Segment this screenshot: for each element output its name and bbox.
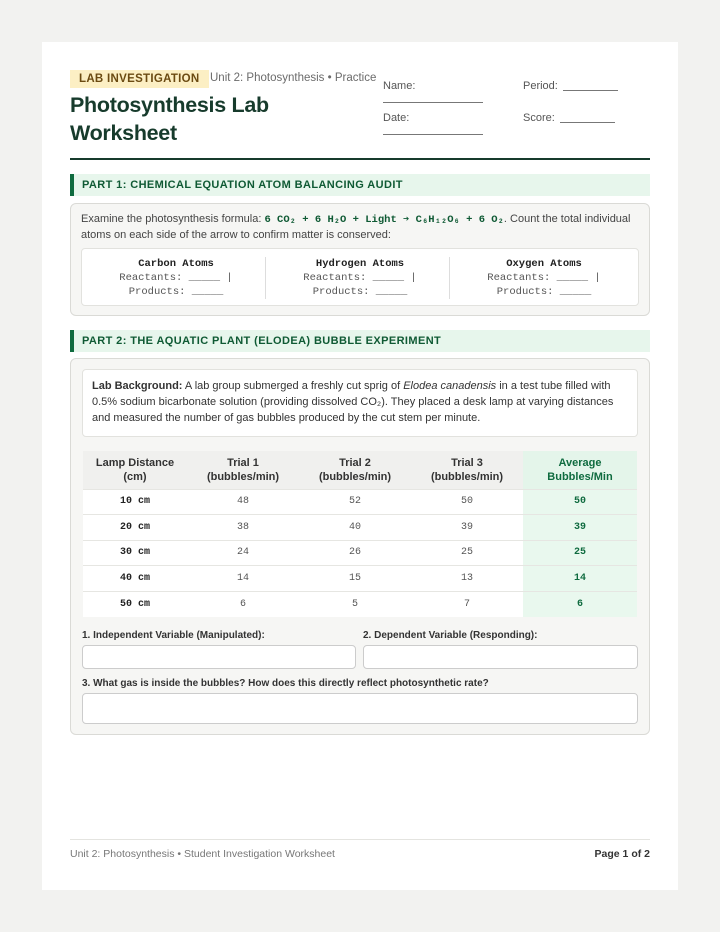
- atom-count-panel: [81, 248, 639, 306]
- score-label: Score:: [523, 112, 555, 124]
- carbon-reactants-blank[interactable]: Reactants: _____ |: [119, 272, 233, 284]
- table-row: 40 cm 14 15 13 14: [83, 566, 637, 592]
- gas-answer-input[interactable]: [82, 693, 638, 724]
- col-average: Average Bubbles/Min: [523, 451, 637, 489]
- oxygen-products-blank[interactable]: Products: _____: [496, 286, 592, 298]
- table-row: 30 cm 24 26 25 25: [83, 540, 637, 566]
- page-number: Page 1 of 2: [594, 848, 650, 860]
- background-label: Lab Background:: [92, 380, 183, 392]
- background-text-b: in a test tube filled with 0.5% sodium bicarbonate solution (providing dissolved CO₂). They placed a desk lamp at varying distances and measured the number of gas bubbles produced by the cut stem per minute.: [92, 380, 614, 424]
- period-line: [563, 90, 618, 91]
- score-field[interactable]: [523, 112, 555, 124]
- part1-heading: PART 1: CHEMICAL EQUATION ATOM BALANCING AUDIT: [70, 174, 650, 196]
- table-row: 50 cm 6 5 7 6: [83, 591, 637, 617]
- hydrogen-atoms: [268, 257, 452, 299]
- photosynthesis-formula: 6 CO₂ + 6 H₂O + Light ➔ C₆H₁₂O₆ + 6 O₂: [264, 214, 504, 226]
- carbon-products-blank[interactable]: Products: _____: [128, 286, 224, 298]
- col-trial2: Trial 2 (bubbles/min): [299, 451, 411, 489]
- date-field[interactable]: [383, 112, 409, 124]
- question-1-label: 1. Independent Variable (Manipulated):: [82, 630, 265, 641]
- table-row: 20 cm 38 40 39 39: [83, 515, 637, 541]
- name-line: [383, 102, 483, 103]
- atom-divider: [265, 257, 266, 299]
- carbon-atoms-title: Carbon Atoms: [138, 258, 214, 270]
- lab-background: [82, 369, 638, 437]
- question-3-label: 3. What gas is inside the bubbles? How does this directly reflect photosynthetic rate?: [82, 678, 489, 689]
- unit-label: Unit 2: Photosynthesis • Practice: [210, 72, 377, 84]
- part2-card: [70, 358, 650, 735]
- footer-divider: [70, 839, 650, 840]
- table-row: 10 cm 48 52 50 50: [83, 489, 637, 515]
- part1-intro-before: Examine the photosynthesis formula:: [81, 213, 265, 225]
- carbon-atoms: [84, 257, 268, 299]
- score-line: [560, 122, 615, 123]
- part2-heading: PART 2: THE AQUATIC PLANT (ELODEA) BUBBLE EXPERIMENT: [70, 330, 650, 352]
- header-divider: [70, 158, 650, 160]
- hydrogen-reactants-blank[interactable]: Reactants: _____ |: [303, 272, 417, 284]
- species-name: Elodea canadensis: [403, 380, 497, 392]
- oxygen-atoms: [452, 257, 636, 299]
- col-lamp-distance: Lamp Distance (cm): [83, 451, 187, 489]
- col-trial3: Trial 3 (bubbles/min): [411, 451, 523, 489]
- question-2-label: 2. Dependent Variable (Responding):: [363, 630, 538, 641]
- page-title: Photosynthesis Lab Worksheet: [70, 93, 269, 145]
- col-trial1: Trial 1 (bubbles/min): [187, 451, 299, 489]
- name-label: Name:: [383, 80, 416, 92]
- part1-instructions: [81, 212, 641, 243]
- oxygen-atoms-title: Oxygen Atoms: [506, 258, 582, 270]
- name-field[interactable]: [383, 80, 415, 92]
- table-header-row: [83, 451, 637, 489]
- hydrogen-atoms-title: Hydrogen Atoms: [315, 258, 405, 270]
- period-field[interactable]: [523, 80, 558, 92]
- part1-card: [70, 203, 650, 316]
- bubble-data-table: [83, 451, 637, 617]
- oxygen-reactants-blank[interactable]: Reactants: _____ |: [487, 272, 601, 284]
- date-label: Date:: [383, 112, 410, 124]
- independent-variable-input[interactable]: [82, 645, 356, 669]
- worksheet-page: [42, 42, 678, 890]
- background-text-a: A lab group submerged a freshly cut sprig of: [182, 380, 404, 392]
- footer-left: Unit 2: Photosynthesis • Student Investigation Worksheet: [70, 848, 335, 860]
- hydrogen-products-blank[interactable]: Products: _____: [312, 286, 408, 298]
- part1-intro-after: . Count the total individual atoms on each side of the arrow to confirm matter is conserved:: [81, 213, 631, 241]
- atom-divider: [449, 257, 450, 299]
- period-label: Period:: [523, 80, 558, 92]
- date-line: [383, 134, 483, 135]
- lab-badge: LAB INVESTIGATION: [70, 70, 209, 88]
- dependent-variable-input[interactable]: [363, 645, 638, 669]
